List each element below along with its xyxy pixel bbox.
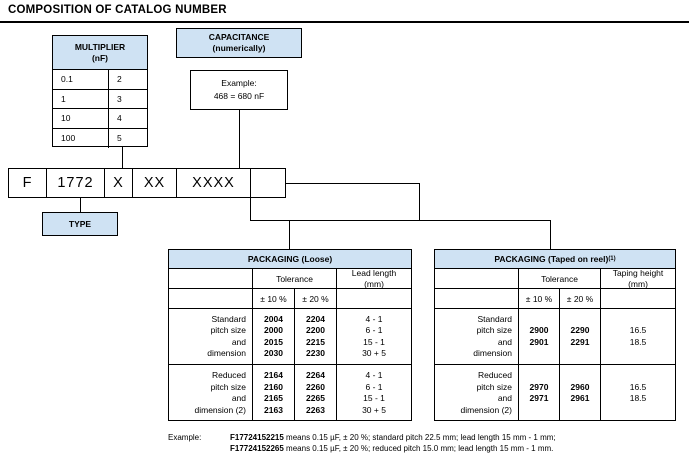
code-value: 2290 [570,325,590,335]
row-label-line: dimension (2) [460,404,512,415]
type-label: TYPE [68,219,92,229]
header-spacer [435,269,519,288]
lead-value: 15 - 1 [363,393,385,403]
multiplier-value: 0.1 [53,70,109,89]
lead-length-header-line1: Lead length [351,267,397,278]
lead-value: 4 - 1 [365,370,383,380]
capacitance-example-label: Example: [221,78,257,88]
connector-packaging-horizontal [250,220,550,221]
page-title: COMPOSITION OF CATALOG NUMBER [8,4,227,16]
codes-tol20 [295,309,337,364]
row-label-line: Reduced [477,370,512,380]
height-value: 18.5 [629,336,647,347]
connector-multiplier-vertical [122,147,123,168]
catalog-cell-x: X [105,169,133,197]
header-spacer [601,289,675,308]
taping-height-header-line2: (mm) [628,278,648,289]
catalog-number-row [8,168,286,198]
code-value: 2160 [264,381,283,392]
tolerance-10-header: ± 10 % [253,289,295,308]
table-row [53,70,147,90]
lead-value: 15 - 1 [363,336,385,347]
title-divider [0,21,689,23]
example-footer-line-1 [230,432,680,443]
packaging-taped-title-text: PACKAGING (Taped on reel) [494,254,609,264]
code-value: 2970 [529,381,549,392]
example-footer [168,432,680,454]
codes-tol10 [519,309,560,364]
multiplier-code: 5 [117,133,122,143]
table-row [169,365,411,421]
connector-type-vertical [80,198,81,212]
code-value: 2230 [306,348,325,358]
example-code-2: F17724152265 [230,444,284,453]
multiplier-table-header [53,36,147,70]
code-value: 2215 [306,336,325,347]
capacitance-example-value: 468 = 680 nF [213,91,265,101]
code-value: 2901 [529,336,549,347]
taping-heights [601,365,675,421]
codes-tol10 [253,309,295,364]
codes-tol20 [295,365,337,421]
catalog-cell-xxxx: XXXX [177,169,251,197]
lead-lengths [337,309,411,364]
type-box [42,212,118,236]
packaging-loose-title: PACKAGING (Loose) [169,250,411,269]
connector-catalog-right [286,183,419,184]
example-text-2: means 0.15 µF, ± 20 %; reduced pitch 15.0 mm; lead length 15 mm - 1 mm. [283,444,554,453]
header-spacer [435,289,519,308]
example-text-1: means 0.15 µF, ± 20 %; standard pitch 22.5 mm; lead length 15 mm - 1 mm; [283,433,556,442]
row-label-line: and [497,336,512,347]
code-value: 2163 [264,404,283,415]
lead-value: 4 - 1 [365,313,383,324]
codes-tol20 [560,309,601,364]
row-label-line: and [231,393,246,403]
tolerance-header: Tolerance [519,269,601,288]
code-value: 2200 [306,325,325,335]
packaging-loose-table [168,249,412,421]
row-label-line: and [231,336,246,347]
lead-value: 30 + 5 [362,348,386,358]
code-value: 2260 [306,381,325,392]
row-label-standard [435,309,519,364]
header-spacer [169,269,253,288]
connector-packaging-taped-drop [550,220,551,249]
row-label-line: Standard [477,313,512,324]
codes-tol20 [560,365,601,421]
tolerance-10-header: ± 10 % [519,289,560,308]
capacitance-header-line2: (numerically) [212,43,266,53]
lead-value: 6 - 1 [365,325,383,335]
code-value: 2000 [264,325,283,335]
catalog-cell-xx: XX [133,169,177,197]
codes-tol10 [253,365,295,421]
row-label-line: Reduced [211,370,246,380]
row-label-line: pitch size [210,325,246,335]
row-label-reduced [169,365,253,421]
code-value: 2164 [264,370,283,380]
packaging-taped-title [435,250,675,269]
lead-value: 6 - 1 [365,381,383,392]
row-label-line: dimension [473,348,512,358]
code-value: 2265 [306,393,325,403]
capacitance-header-line1: CAPACITANCE [208,32,270,42]
packaging-taped-header-row-2 [435,289,675,309]
taping-height-header [601,269,675,288]
packaging-taped-title-superscript: (1) [608,256,616,262]
code-value: 2291 [570,336,590,347]
table-row [53,109,147,129]
row-label-reduced [435,365,519,421]
code-value: 2263 [306,404,325,415]
multiplier-code: 3 [117,93,122,104]
packaging-taped-header-row-1 [435,269,675,289]
tolerance-20-header: ± 20 % [560,289,601,308]
catalog-cell-tail [251,169,285,197]
connector-capacitance-vertical [239,110,240,168]
example-code-1: F17724152215 [230,433,284,442]
row-label-line: pitch size [476,325,512,335]
code-value: 2960 [570,381,590,392]
table-row [435,309,675,365]
multiplier-value: 10 [53,109,109,128]
table-row [53,90,147,110]
taping-height-header-line1: Taping height [612,267,664,278]
code-value: 2004 [264,313,283,324]
connector-packaging-stem [250,198,251,220]
codes-tol10 [519,365,560,421]
lead-value: 30 + 5 [362,404,386,415]
header-spacer [337,289,411,308]
multiplier-code: 2 [117,74,122,85]
code-value: 2900 [529,325,549,335]
code-value: 2264 [306,370,325,380]
capacitance-header-box [176,28,302,58]
code-value: 2015 [264,336,283,347]
example-footer-label: Example: [168,433,202,442]
row-label-line: Standard [211,313,246,324]
multiplier-header-line2: (nF) [91,52,109,63]
row-label-standard [169,309,253,364]
taping-heights [601,309,675,364]
example-footer-line-2 [230,443,680,454]
capacitance-example-box [190,70,288,110]
row-label-line: dimension (2) [194,404,246,415]
lead-lengths [337,365,411,421]
code-value: 2030 [264,348,283,358]
height-value: 16.5 [629,325,647,335]
lead-length-header-line2: (mm) [364,278,384,289]
row-label-line: and [497,393,512,403]
height-value: 16.5 [629,381,647,392]
multiplier-header-line1: MULTIPLIER [74,41,126,52]
table-row [169,309,411,365]
packaging-taped-table [434,249,676,421]
packaging-loose-header-row-1 [169,269,411,289]
row-label-line: pitch size [210,381,246,392]
row-label-line: pitch size [476,381,512,392]
example-footer-lines [230,432,680,454]
code-value: 2165 [264,393,283,403]
code-value: 2971 [529,393,549,403]
multiplier-table [52,35,148,147]
tolerance-20-header: ± 20 % [295,289,337,308]
multiplier-value: 100 [53,129,109,148]
row-label-line: dimension [207,348,246,358]
code-value: 2204 [306,313,325,324]
table-row [53,129,147,148]
height-value: 18.5 [629,393,647,403]
connector-catalog-right-drop [419,183,420,220]
catalog-cell-f: F [9,169,47,197]
packaging-loose-header-row-2 [169,289,411,309]
tolerance-header: Tolerance [253,269,337,288]
code-value: 2961 [570,393,590,403]
lead-length-header [337,269,411,288]
connector-packaging-loose-drop [289,220,290,249]
multiplier-code: 4 [117,113,122,124]
table-row [435,365,675,421]
catalog-cell-1772: 1772 [47,169,105,197]
multiplier-value: 1 [53,90,109,109]
header-spacer [169,289,253,308]
